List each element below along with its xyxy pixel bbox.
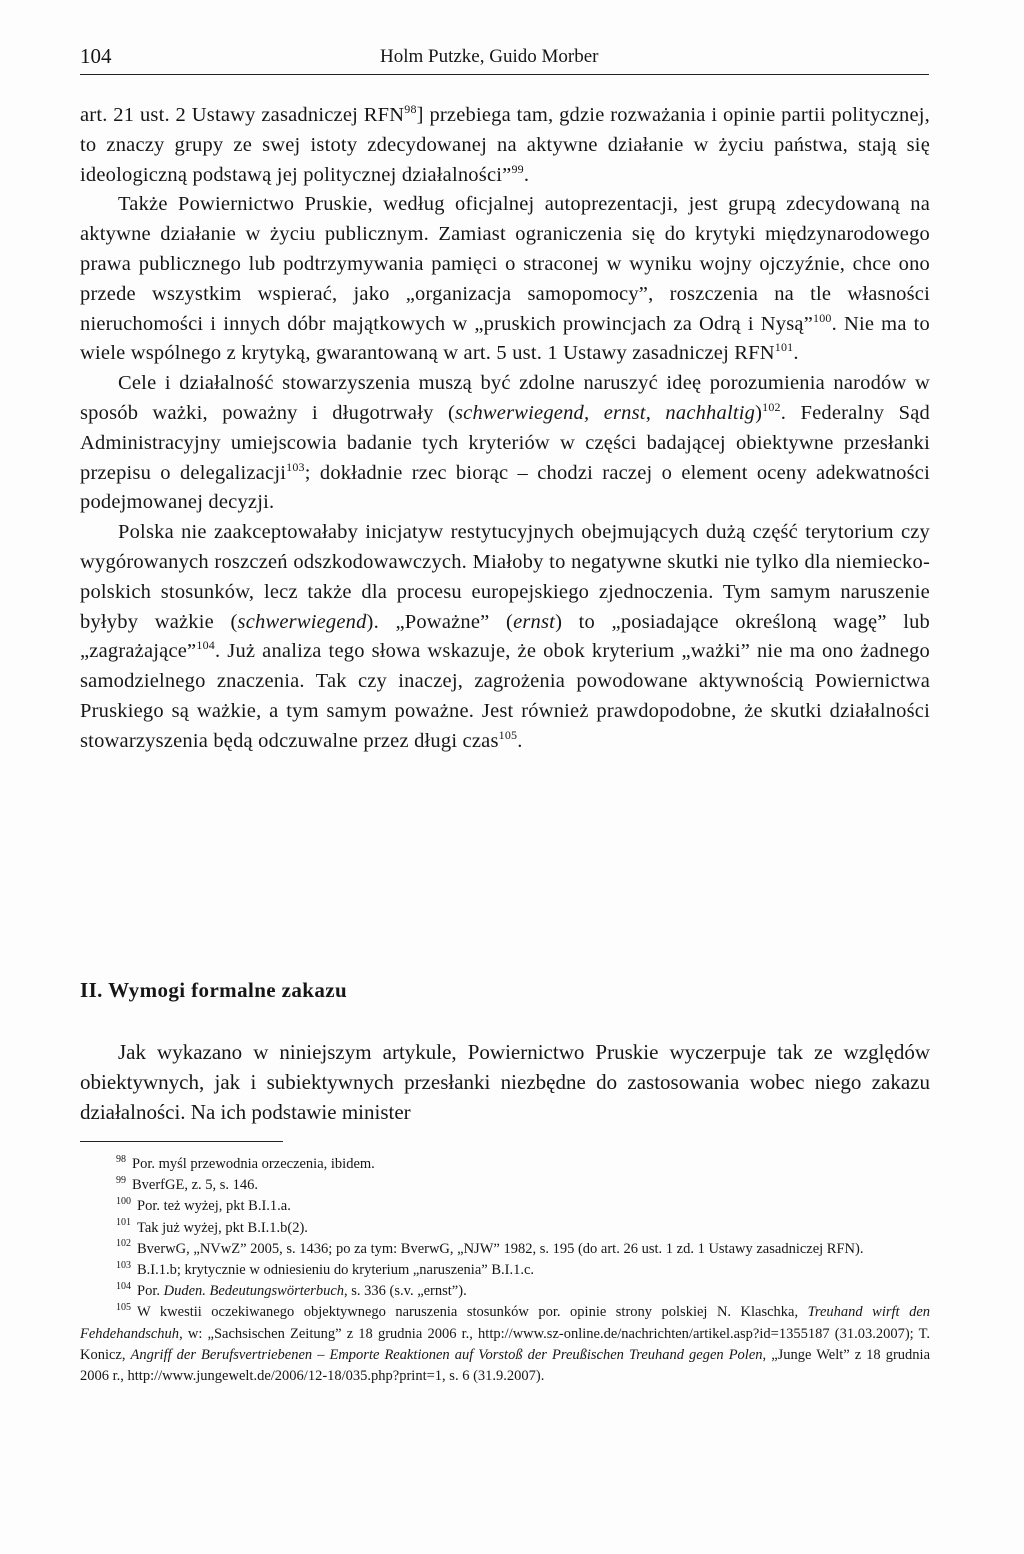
footnote-number: 100 (116, 1195, 131, 1207)
footnote-text: , s. 336 (s.v. „ernst”). (344, 1283, 467, 1300)
footnote-105 (80, 1302, 930, 1387)
text-run: ; dokładnie rzec biorąc – chodzi raczej o element oceny adekwatności podejmowanej decyzji. (80, 461, 930, 514)
footnote-100 (80, 1196, 930, 1217)
footnote-separator (80, 1141, 283, 1142)
text-run: . Nie ma to wiele wspólnego z krytyką, gwarantowaną w art. 5 ust. 1 Ustawy zasadniczej RFN (80, 312, 930, 365)
italic-term: schwerwiegend (237, 610, 367, 633)
footnote-number: 105 (116, 1301, 131, 1313)
footnote-99 (80, 1175, 930, 1196)
footnote-text: W kwestii oczekiwanego objektywnego naruszenia stosunków por. opinie strony polskiej N. Klaschka, (137, 1304, 808, 1321)
footnote-ref-100[interactable]: 100 (813, 310, 832, 325)
footnote-number: 99 (116, 1174, 126, 1186)
footnote-ref-105[interactable]: 105 (498, 727, 518, 742)
footnote-italic: Angriff der Berufsvertriebenen – Emporte Reaktionen auf Vorstoß der Preußischen Treuhand gegen Polen (130, 1346, 763, 1363)
footnote-101 (80, 1218, 930, 1239)
paragraph-3 (80, 369, 930, 518)
running-header (80, 40, 929, 75)
text-run: . Federalny Sąd Administracyjny umiejscowia badanie tych kryteriów w części badającej obiektywne przesłanki przepisu o delegalizacji (80, 401, 930, 484)
footnote-103 (80, 1260, 930, 1281)
page-number: 104 (80, 44, 112, 68)
text-run: Także Powiernictwo Pruskie, według oficjalnej autoprezentacji, jest grupą zdecydowaną na aktywne działanie w życiu publicznym. Zamiast ograniczenia się do krytyki międzynarodowego prawa publicznego lub podtrzymywania pamięci o straconej w wyniku wojny ojczyźnie, chce ono przede wszystkim wspierać, jako „organizacja samopomocy”, roszczenia na tle własności nieruchomości i innych dóbr majątkowych w „pruskich prowincjach za Odrą i Nysą” (80, 193, 930, 335)
text-run: . (523, 163, 530, 186)
footnote-text: BverfGE, z. 5, s. 146. (132, 1177, 259, 1194)
italic-term: ernst (513, 610, 556, 633)
footnote-number: 101 (116, 1217, 131, 1229)
footnote-ref-103[interactable]: 103 (286, 459, 305, 474)
footnote-102 (80, 1239, 930, 1260)
paragraph-4 (80, 518, 930, 756)
footnote-98 (80, 1154, 930, 1175)
text-run: . Już analiza tego słowa wskazuje, że obok kryterium „ważki” nie ma ono żadnego samodzielnego znaczenia. Tak czy inaczej, zagrożenia powodowane aktywnością Powiernictwa Pruskiego są ważkie, a tym samym poważne. Jest również prawdopodobne, że skutki działalności stowarzyszenia będą odczuwalne przez długi czas (80, 640, 930, 752)
footnotes (80, 1154, 930, 1387)
footnote-italic: Treuhand wirft den Fehdehandschuh (80, 1304, 931, 1342)
text-run: ) (755, 401, 763, 424)
section-body (80, 1037, 930, 1127)
paragraph-2 (80, 190, 930, 369)
section-paragraph: Jak wykazano w niniejszym artykule, Powiernictwo Pruskie wyczerpuje tak ze względów obiektywnych, jak i subiektywnych przesłanki niezbędne do zastosowania wobec niego zakazu działalności. Na ich podstawie minister (80, 1040, 930, 1124)
footnote-text: Por. (137, 1283, 164, 1300)
footnote-italic: Duden. Bedeutungswörterbuch (163, 1283, 345, 1300)
footnote-ref-102[interactable]: 102 (762, 400, 781, 415)
text-run: . (517, 729, 523, 752)
footnote-number: 103 (116, 1259, 131, 1271)
paragraph-1 (80, 101, 930, 190)
footnote-text: Por. też wyżej, pkt B.I.1.a. (137, 1198, 291, 1215)
text-run: Cele i działalność stowarzyszenia muszą być zdolne naruszyć ideę porozumienia narodów w sposób ważki, poważny i długotrwały ( (80, 372, 930, 424)
footnote-number: 102 (116, 1238, 131, 1250)
footnote-text: Por. myśl przewodnia orzeczenia, ibidem. (132, 1156, 375, 1172)
running-header-authors: Holm Putzke, Guido Morber (380, 46, 599, 67)
text-run: ) to „posiadające określoną wagę” lub „zagrażające” (80, 610, 930, 663)
text-run: . (793, 342, 799, 365)
text-run: ] przebiega tam, gdzie rozważania i opinie partii politycznej, to znaczy grupy ze swej istoty zdecydowanej na aktywne działanie w życiu państwa, stają się ideologiczną podstawą jej politycznej działalności” (80, 104, 930, 186)
italic-term: schwerwiegend, ernst, nachhaltig (454, 401, 756, 424)
footnote-text: BverwG, „NVwZ” 2005, s. 1436; po za tym: BverwG, „NJW” 1982, s. 195 (do art. 26 ust. 1 zd. 1 Ustawy zasadniczej RFN). (137, 1240, 864, 1257)
footnote-number: 98 (116, 1153, 126, 1165)
body-text (80, 101, 930, 757)
footnote-number: 104 (116, 1280, 131, 1292)
section-heading: II. Wymogi formalne zakazu (80, 978, 348, 1002)
text-run: Polska nie zaakceptowałaby inicjatyw restytucyjnych obejmujących dużą część terytorium czy wygórowanych roszczeń odszkodowawczych. Miałoby to negatywne skutki nie tylko dla niemiecko-polskich stosunków, lecz także dla procesu europejskiego zjednoczenia. Tym samym naruszenie byłyby ważkie ( (80, 521, 930, 633)
footnote-text: , „Junge Welt” z 18 grudnia 2006 r., http://www.jungewelt.de/2006/12-18/035.php?print=1, s. 6 (31.9.2007). (80, 1346, 931, 1385)
footnote-ref-104[interactable]: 104 (196, 638, 215, 653)
footnote-104 (80, 1281, 930, 1302)
footnote-text: , w: „Sachsischen Zeitung” z 18 grudnia 2006 r., http://www.sz-online.de/nachrichten/artikel.asp?id=1355187 (31.03.2007); T. Konicz, (80, 1325, 930, 1363)
footnote-text: Tak już wyżej, pkt B.I.1.b(2). (137, 1219, 308, 1236)
footnote-ref-98[interactable]: 98 (404, 102, 417, 117)
footnote-ref-99[interactable]: 99 (511, 161, 524, 176)
text-run: ). „Poważne” ( (366, 610, 514, 633)
footnote-ref-101[interactable]: 101 (774, 340, 794, 355)
footnote-text: B.I.1.b; krytycznie w odniesieniu do kryterium „naruszenia” B.I.1.c. (137, 1262, 535, 1279)
text-run: art. 21 ust. 2 Ustawy zasadniczej RFN (80, 104, 405, 126)
